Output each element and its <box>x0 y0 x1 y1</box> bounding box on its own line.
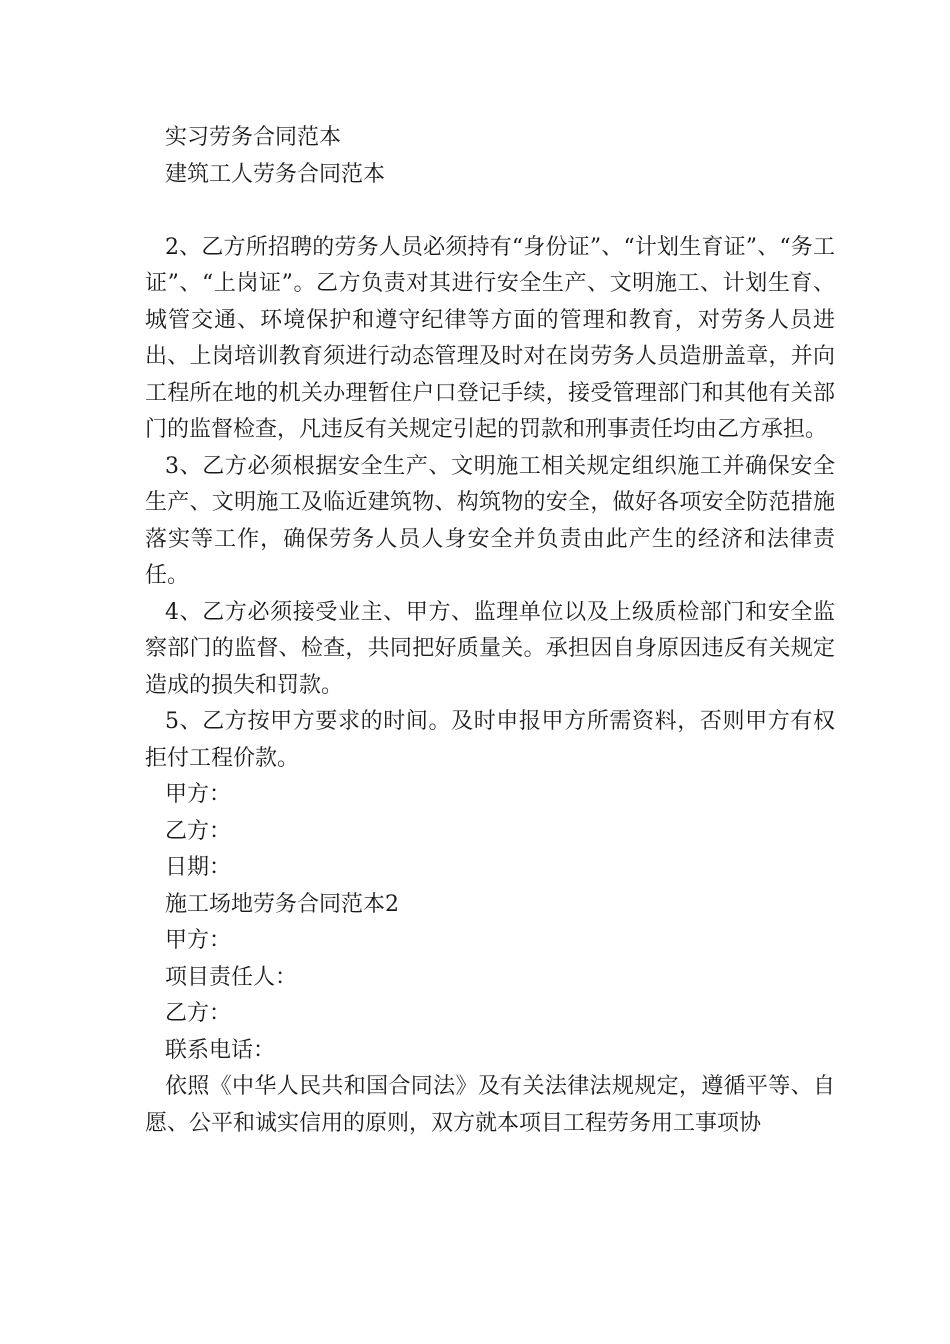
document-subtitle: 建筑工人劳务合同范本 <box>165 161 386 187</box>
signature-date: 日期： <box>165 855 232 880</box>
clause-3: 3、乙方必须根据安全生产、文明施工相关规定组织施工并确保安全生产、文明施工及临近建筑物、构筑物的安全，做好各项安全防范措施落实等工作，确保劳务人员人身安全并负责由此产生的经济和法律责任。 <box>145 453 835 588</box>
clause-5: 5、乙方按甲方要求的时间。及时申报甲方所需资料，否则甲方有权拒付工程价款。 <box>145 709 835 771</box>
signature-party-b: 乙方： <box>165 818 232 844</box>
signature-party-a: 甲方： <box>165 782 232 807</box>
contract2-title: 施工场地劳务合同范本2 <box>165 891 399 917</box>
contract2-party-a: 甲方： <box>165 928 232 953</box>
document-body <box>145 120 835 1142</box>
contract2-party-b: 乙方： <box>165 1001 232 1026</box>
blank-line <box>145 193 835 230</box>
contract2-phone: 联系电话： <box>165 1037 276 1063</box>
document-title: 实习劳务合同范本 <box>165 125 342 150</box>
contract2-intro: 依照《中华人民共和国合同法》及有关法律法规规定，遵循平等、自愿、公平和诚实信用的原则，双方就本项目工程劳务用工事项协 <box>145 1074 835 1136</box>
clause-2: 2、乙方所招聘的劳务人员必须持有“身份证”、“计划生育证”、“务工证”、“上岗证”。乙方负责对其进行安全生产、文明施工、计划生育、城管交通、环境保护和遵守纪律等方面的管理和教育，对劳务人员进出、上岗培训教育须进行动态管理及时对在岗劳务人员造册盖章，并向工程所在地的机关办理暂住户口登记手续，接受管理部门和其他有关部门的监督检查，凡违反有关规定引起的罚款和刑事责任均由乙方承担。 <box>145 234 835 442</box>
contract2-project-manager: 项目责任人： <box>165 964 298 990</box>
clause-4: 4、乙方必须接受业主、甲方、监理单位以及上级质检部门和安全监察部门的监督、检查，共同把好质量关。承担因自身原因违反有关规定造成的损失和罚款。 <box>145 599 835 698</box>
